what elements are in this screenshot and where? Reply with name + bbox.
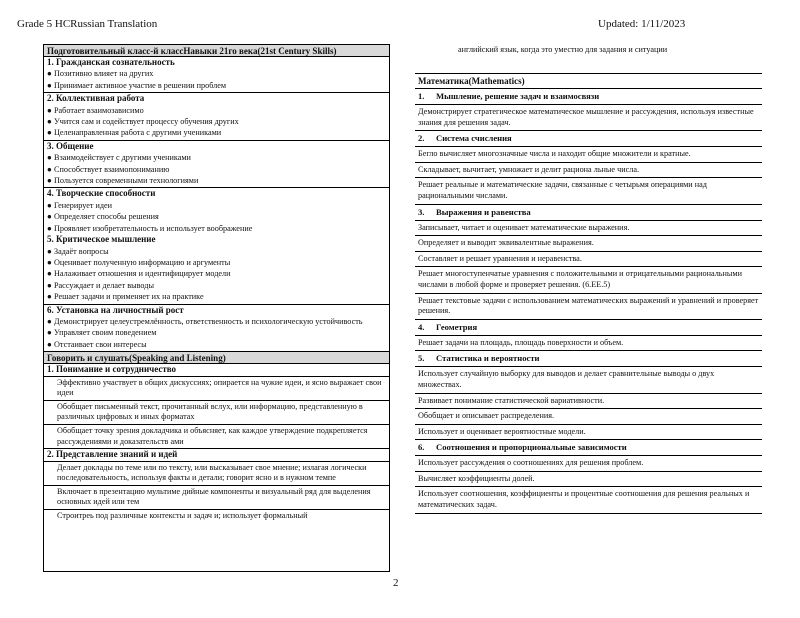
- list-item: ● Управляет своим поведением: [47, 328, 157, 338]
- list-item: ● Рассуждает и делает выводы: [47, 280, 154, 290]
- page-number: 2: [393, 577, 399, 589]
- list-item: ● Пользуется современными технологиями: [47, 176, 199, 186]
- list-item: Определяет и выводит эквивалентные выражения.: [415, 236, 762, 252]
- list-item: Использует случайную выборку для выводов и делает сравнительные выводы о двух множествах.: [415, 367, 762, 393]
- band-speaking-listening: Говорить и слушать(Speaking and Listening): [44, 352, 389, 364]
- section-title: 1. Понимание и сотрудничество: [44, 364, 389, 376]
- list-item: ● Определяет способы решения: [47, 212, 159, 222]
- list-item: Бегло вычисляет многозначные числа и находит общие множители и кратные.: [415, 147, 762, 163]
- list-item: Делает доклады по теме или по тексту, или высказывает свое мнение; излагая логически последовательность, используя факты и детали; говорит ясно и в нужном темпе: [44, 462, 389, 486]
- list-item: Демонстрирует стратегическое математическое мышление и рассуждения, используя известные знания для решения задач.: [415, 105, 762, 131]
- list-item: ● Взаимодействует с другими учениками: [47, 153, 191, 163]
- right-column-math: [415, 73, 762, 514]
- list-item: ● Проявляет изобретательность и использует воображение: [47, 223, 253, 233]
- list-item: ● Учится сам и содействует процессу обучения других: [47, 117, 239, 127]
- list-item: Использует рассуждения о соотношениях для решения проблем.: [415, 456, 762, 472]
- section-title: 2. Представление знаний и идей: [44, 449, 389, 461]
- list-item: Эффективно участвует в общих дискуссиях; опирается на чужие идеи, и ясно выражает свои идеи: [44, 377, 389, 401]
- section-presentation: [44, 449, 389, 522]
- list-item: Обобщает письменный текст, прочитанный вслух, или информацию, представленную в различных цифровых и иных форматах: [44, 401, 389, 425]
- list-item: Складывает, вычитает, умножает и делит рациона льные числа.: [415, 163, 762, 179]
- list-item: ● Работает взаимозависимо: [47, 105, 144, 115]
- list-item: Решает задачи на площадь, площадь поверхности и объем.: [415, 336, 762, 352]
- section-title: 4. Геометрия: [415, 320, 762, 336]
- list-item: Решает реальные и математические задачи, связанные с четырьмя операциями над рациональными числами.: [415, 178, 762, 204]
- list-item: ● Задаёт вопросы: [47, 246, 109, 256]
- list-item: ● Генерирует идеи: [47, 200, 113, 210]
- header-updated: Updated: 1/11/2023: [598, 18, 686, 30]
- math-title: Математика(Mathematics): [415, 73, 762, 89]
- section-title: 3. Общение: [47, 140, 94, 151]
- section-title: 3. Выражения и равенства: [415, 205, 762, 221]
- list-item: ● Решает задачи и применяет их на практике: [47, 292, 204, 302]
- section-title: 2. Коллективная работа: [47, 93, 145, 104]
- list-item: Решает многоступенчатые уравнения с положительными и отрицательными рациональными числами в любой форме и проверяет решения. (6.EE.5): [415, 267, 762, 293]
- list-item: ● Целенаправленная работа с другими учениками: [47, 128, 222, 138]
- section-title: 2. Система счисления: [415, 131, 762, 147]
- section-civic: [44, 57, 389, 93]
- list-item: ● Отстаивает свои интересы: [47, 339, 147, 349]
- list-item: ● Способствует взаимопониманию: [47, 164, 170, 174]
- list-item: ● Налаживает отношения и идентифицирует модели: [47, 269, 231, 279]
- list-item: Составляет и решает уравнения и неравенства.: [415, 252, 762, 268]
- section-title: 1. Гражданская сознательность: [47, 57, 175, 67]
- section-title: 1. Мышление, решение задач и взаимосвязи: [415, 89, 762, 105]
- list-item: Решает текстовые задачи с использованием математических выражений и уравнений и проверяет решения.: [415, 294, 762, 320]
- header-left: Grade 5 HCRussian Translation: [17, 18, 158, 30]
- list-item: Обобщает и описывает распределения.: [415, 409, 762, 425]
- band-21st-century-skills: Подготовительный класс-й классНавыки 21го века(21st Century Skills): [44, 45, 389, 57]
- list-item: Включает в презентацию мультиме дийные компоненты и визуальный ряд для выделения основных идей или тем: [44, 486, 389, 510]
- list-item: Развивает понимание статистической вариативности.: [415, 394, 762, 410]
- section-title: 6. Соотношения и пропорциональные зависимости: [415, 440, 762, 456]
- list-item: ● Оценивает полученную информацию и аргументы: [47, 257, 231, 267]
- section-communication: [44, 141, 389, 189]
- list-item: Записывает, читает и оценивает математические выражения.: [415, 221, 762, 237]
- left-column-table: [43, 44, 390, 572]
- section-title: 4. Творческие способности: [47, 188, 156, 199]
- list-item: ● Позитивно влияет на других: [47, 69, 154, 79]
- section-growth-mindset: [44, 305, 389, 353]
- section-creativity-critical: [44, 188, 389, 304]
- section-title: 5. Статистика и вероятности: [415, 351, 762, 367]
- list-item: Использует соотношения, коэффициенты и процентные соотношения для решения реальных и математических задач.: [415, 487, 762, 513]
- section-title: 5. Критическое мышление: [47, 234, 156, 245]
- continued-line: английский язык, когда это уместно для задания и ситуации: [458, 45, 668, 54]
- list-item: Строитреь под различные контексты и задач и; использует формальный: [57, 510, 308, 520]
- list-item: ● Принимает активное участие в решении проблем: [47, 80, 227, 90]
- section-title: 6. Установка на личностный рост: [47, 304, 184, 315]
- list-item: Обобщает точку зрения докладчика и объясняет, как каждое утверждение подкрепляется рассуждениями и доказательств ами: [57, 425, 368, 446]
- section-comprehension: [44, 364, 389, 449]
- list-item: Использует и оценивает вероятностные модели.: [415, 425, 762, 441]
- list-item: ● Демонстрирует целеустремлённость, ответственность и психологическую устойчивость: [47, 316, 363, 326]
- list-item: Вычисляет коэффициенты долей.: [415, 472, 762, 488]
- section-collaboration: [44, 93, 389, 141]
